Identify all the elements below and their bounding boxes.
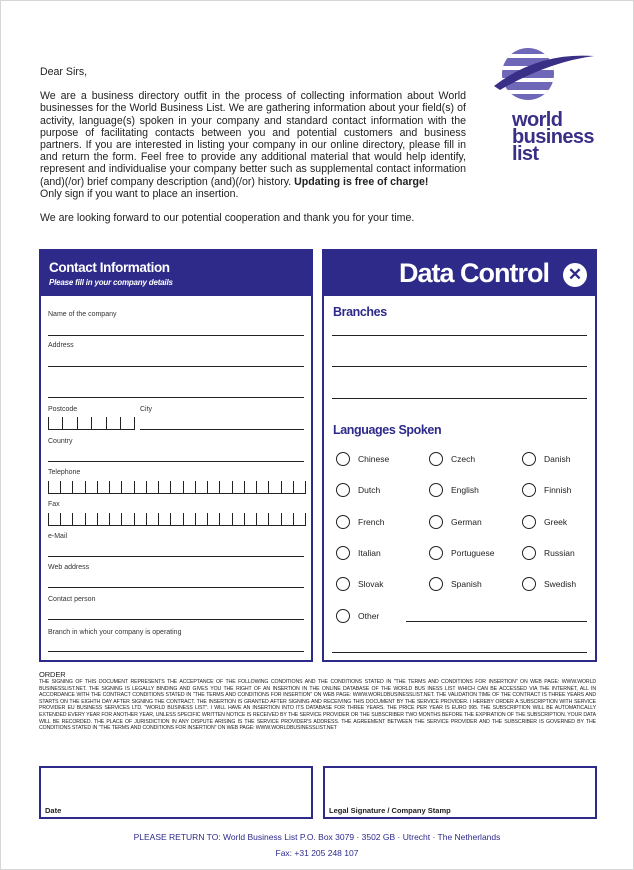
language-label-chinese: Chinese <box>358 454 390 464</box>
logo-wordmark <box>512 109 594 165</box>
contact-panel-header <box>41 251 311 296</box>
fax-number: Fax: +31 205 248 107 <box>275 848 359 858</box>
radio-english[interactable] <box>429 483 443 497</box>
radio-finnish[interactable] <box>522 483 536 497</box>
city-field[interactable] <box>140 429 304 430</box>
branch-field[interactable] <box>48 651 304 652</box>
city-label: City <box>140 406 153 413</box>
language-label-russian: Russian <box>544 548 575 558</box>
letter-body <box>40 66 466 224</box>
language-label-finnish: Finnish <box>544 485 572 495</box>
radio-french[interactable] <box>336 515 350 529</box>
language-label-portuguese: Portuguese <box>451 548 495 558</box>
radio-italian[interactable] <box>336 546 350 560</box>
branches-line-3[interactable] <box>332 398 587 399</box>
language-label-slovak: Slovak <box>358 579 384 589</box>
contact-panel-subtitle: Please fill in your company details <box>49 278 173 287</box>
languages-title: Languages Spoken <box>333 423 442 437</box>
fax-label: Fax <box>48 501 60 508</box>
radio-german[interactable] <box>429 515 443 529</box>
fax-field[interactable] <box>48 513 306 526</box>
radio-swedish[interactable] <box>522 577 536 591</box>
contact-panel-title: Contact Information <box>49 260 170 275</box>
order-title: ORDER <box>39 670 66 679</box>
radio-danish[interactable] <box>522 452 536 466</box>
address-field-line2[interactable] <box>48 397 304 398</box>
web-address-field[interactable] <box>48 587 304 588</box>
language-label-danish: Danish <box>544 454 571 464</box>
email-label: e-Mail <box>48 533 68 540</box>
postcode-label: Postcode <box>48 406 78 413</box>
branch-label: Branch in which your company is operating <box>48 629 182 636</box>
company-name-label: Name of the company <box>48 311 117 318</box>
radio-slovak[interactable] <box>336 577 350 591</box>
telephone-label: Telephone <box>48 469 81 476</box>
address-label: Address <box>48 342 74 349</box>
intro-text: We are a business directory outfit in the process of collecting information about World businesses for the World Business List. We are gathering information about your field(s) of activity, language(s) spoken in your company and standard contact information with the purpose of facilitating contacts between you and potential customers and business partners. If you are interested in listing your company in our online directory, please fill in and return the form. Feel free to provide any additional material that would help identify, represent and individualise your company better such as supplemental contact information (and)(/or) brief company description (and)(/or) history. <box>40 90 466 188</box>
language-label-czech: Czech <box>451 454 476 464</box>
web-address-label: Web address <box>48 564 90 571</box>
intro-paragraph <box>40 90 466 188</box>
contact-person-field[interactable] <box>48 619 304 620</box>
return-address: PLEASE RETURN TO: World Business List P.O. Box 3079 · 3502 GB · Utrecht · The Netherlands <box>133 832 501 842</box>
language-label-italian: Italian <box>358 548 381 558</box>
radio-dutch[interactable] <box>336 483 350 497</box>
radio-czech[interactable] <box>429 452 443 466</box>
radio-portuguese[interactable] <box>429 546 443 560</box>
order-text: THE SIGNING OF THIS DOCUMENT REPRESENTS THE ACCEPTANCE OF THE FOLLOWING CONDITIONS AND THE CONDITIONS STATED IN "THE TERMS AND CONDITIONS FOR INSERTION" ON WEB PAGE: WWW.WORLD BUSINESSLIST.NET. THE SIGNING IS LEGALLY BINDING AND GIVES YOU THE RIGHT OF AN INSERTION IN THE ONLINE DATABASE OF THE WORLD BUS INESS LIST WHICH CAN BE ACCESSED VIA THE INTERNET, ALL IN ACCORDANCE WITH THE CONTRACT CONDITIONS STATED IN "THE TERMS AND CONDITIONS FOR INSERTION" ON WEB PAGE: WWW.WORLDBUSINESSLIST.NET. THE VALIDATION TIME OF THE CONTRACT IS THREE YEARS AND STARTS ON THE EIGHTH DAY AFTER SIGNING THE CONTRACT. THE INSERTION IS GRANTED AFTER SIGNING AND RECEIVING THIS DOCUMENT BY THE SERVICE PROVIDER. I HEREBY ORDER A SUBSCRIPTION WITH SERVICE PROVIDER EU BUSINESS SERVICES LTD. "WORLD BUSINESS LIST". I WILL HAVE AN INSERTION INTO ITS DATABASE FOR THREE YEARS. THE PRICE PER YEAR IS EURO 995. THE SUBSCRIPTION WILL BE AUTOMATICALLY EXTENDED EVERY YEAR FOR ANOTHER YEAR, UNLESS SPECIFIC WRITTEN NOTICE IS RECEIVED BY THE SERVICE PROVIDER OR THE SUBSCRIBER TWO MONTHS BEFORE THE EXPIRATION OF THE SUBSCRIPTION. YOUR DATA WILL BE RECORDED. THE PLACE OF JURISDICTION IN ANY DISPUTE ARISING IS THE SERVICE PROVIDER'S ADDRESS. THE AGREEMENT BETWEEN THE SERVICE PROVIDER AND THE SUBSCRIBER IS GOVERNED BY THE CONDITIONS STATED IN "THE TERMS AND CONDITIONS FOR INSERTION" ON WEB PAGE: WWW.WORLDBUSINESSLIST.NET <box>39 679 596 732</box>
logo-line-list: list <box>512 143 539 165</box>
country-field[interactable] <box>48 461 304 462</box>
language-label-dutch: Dutch <box>358 485 381 495</box>
radio-other[interactable] <box>336 609 350 623</box>
branches-title: Branches <box>333 305 387 319</box>
language-label-swedish: Swedish <box>544 579 577 589</box>
order-terms <box>39 671 596 732</box>
data-control-title: Data Control <box>399 258 549 288</box>
other-language-field[interactable] <box>406 621 587 622</box>
branches-line-2[interactable] <box>332 366 587 367</box>
telephone-field[interactable] <box>48 481 306 494</box>
company-name-field[interactable] <box>48 335 304 336</box>
radio-russian[interactable] <box>522 546 536 560</box>
email-field[interactable] <box>48 556 304 557</box>
signature-label: Legal Signature / Company Stamp <box>329 806 451 815</box>
data-control-header <box>324 251 595 296</box>
other-language-field-2[interactable] <box>332 652 587 653</box>
sign-note: Only sign if you want to place an insertion. <box>40 187 239 200</box>
data-control-panel <box>322 249 597 662</box>
x-circle-icon: ✕ <box>563 263 587 287</box>
address-field-line1[interactable] <box>48 366 304 367</box>
language-label-english: English <box>451 485 479 495</box>
branches-line-1[interactable] <box>332 335 587 336</box>
closing-paragraph: We are looking forward to our potential cooperation and thank you for your time. <box>40 212 415 225</box>
date-box[interactable] <box>39 766 313 819</box>
radio-greek[interactable] <box>522 515 536 529</box>
language-label-greek: Greek <box>544 517 568 527</box>
free-update-note: Updating is free of charge! <box>294 175 429 188</box>
language-label-spanish: Spanish <box>451 579 482 589</box>
logo-line-world: world <box>512 109 563 131</box>
logo-line-business: business <box>512 126 594 148</box>
radio-spanish[interactable] <box>429 577 443 591</box>
postcode-field[interactable] <box>48 417 135 430</box>
radio-chinese[interactable] <box>336 452 350 466</box>
country-label: Country <box>48 438 73 445</box>
language-label-french: French <box>358 517 385 527</box>
language-label-other: Other <box>358 611 380 621</box>
contact-person-label: Contact person <box>48 596 96 603</box>
date-label: Date <box>45 806 62 815</box>
signature-box[interactable] <box>323 766 597 819</box>
contact-information-panel <box>39 249 313 662</box>
greeting: Dear Sirs, <box>40 66 88 78</box>
language-label-german: German <box>451 517 482 527</box>
